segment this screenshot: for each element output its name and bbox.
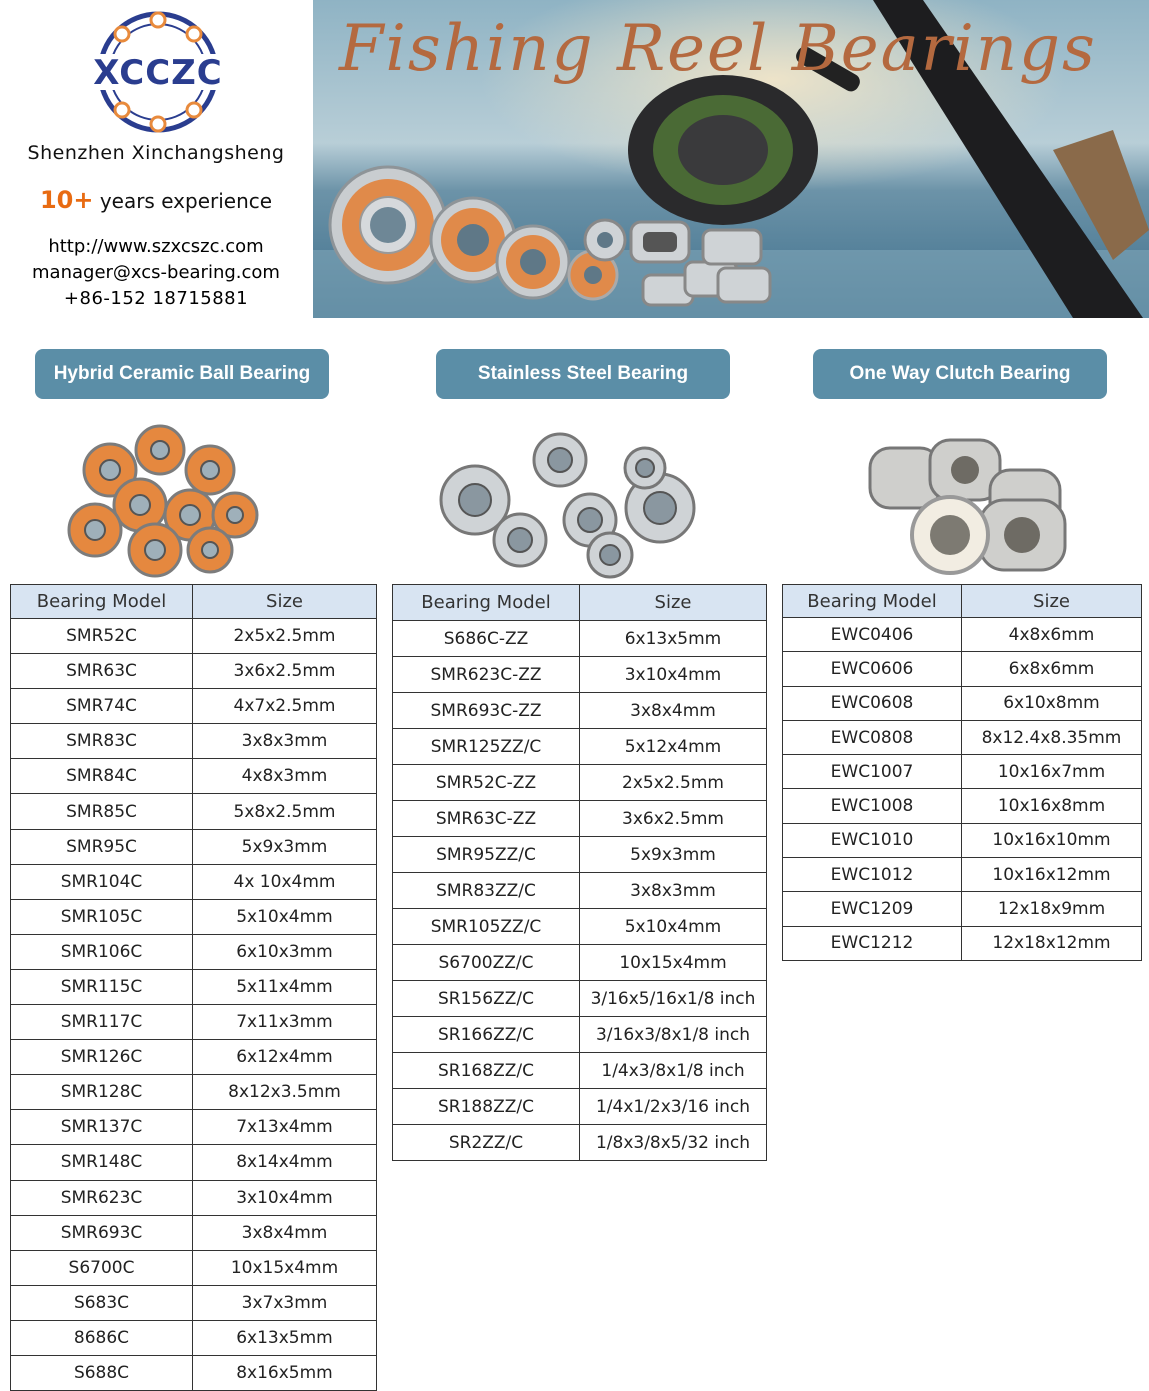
bearing-size-cell: 10x16x12mm [962,858,1142,892]
bearing-model-cell: EWC1008 [783,789,962,823]
table-row [11,1145,377,1180]
table-row [393,945,767,981]
bearing-size-cell: 1/4x1/2x3/16 inch [580,1089,767,1125]
bearing-model-cell: SMR623C-ZZ [393,657,580,693]
bearing-model-cell: SMR693C [11,1215,193,1250]
bearing-model-cell: SMR106C [11,934,193,969]
model-column-header: Bearing Model [11,585,193,619]
bearing-model-cell: EWC1209 [783,892,962,926]
bearing-size-cell: 5x9x3mm [580,837,767,873]
bearing-model-cell: SMR52C [11,619,193,654]
bearing-model-cell: SMR137C [11,1110,193,1145]
bearing-model-cell: SMR83ZZ/C [393,873,580,909]
bearing-size-cell: 6x12x4mm [193,1040,377,1075]
bearing-size-cell: 3x8x4mm [580,693,767,729]
bearing-size-cell: 2x5x2.5mm [580,765,767,801]
table-row [783,755,1142,789]
bearing-model-cell: SMR104C [11,864,193,899]
bearing-model-cell: SMR95C [11,829,193,864]
table-row [11,689,377,724]
bearing-size-cell: 3x8x3mm [580,873,767,909]
bearing-size-cell: 10x15x4mm [193,1250,377,1285]
table-row [393,1089,767,1125]
bearing-size-cell: 8x12.4x8.35mm [962,720,1142,754]
bearing-model-cell: SMR105C [11,899,193,934]
website-link[interactable]: http://www.szxcszc.com [48,236,264,257]
table-row [11,794,377,829]
model-column-header: Bearing Model [393,585,580,621]
bearing-size-cell: 3x8x3mm [193,724,377,759]
bearing-size-cell: 10x16x7mm [962,755,1142,789]
table-row [393,909,767,945]
header [0,0,1149,318]
table-row [11,1075,377,1110]
one-way-clutch-bearing-button[interactable]: One Way Clutch Bearing [813,349,1107,399]
bearing-model-cell: EWC0406 [783,618,962,652]
bearing-size-cell: 8x16x5mm [193,1355,377,1390]
bearing-model-cell: EWC1212 [783,926,962,960]
bearing-model-cell: EWC1007 [783,755,962,789]
table-row [11,1180,377,1215]
table-row [783,789,1142,823]
bearing-model-cell: EWC1010 [783,823,962,857]
bearing-model-cell: SMR84C [11,759,193,794]
table-header-row [783,585,1142,618]
bearing-size-cell: 4x7x2.5mm [193,689,377,724]
bearing-size-cell: 3/16x5/16x1/8 inch [580,981,767,1017]
stainless-steel-bearing-button[interactable]: Stainless Steel Bearing [436,349,730,399]
bearing-size-cell: 6x8x6mm [962,652,1142,686]
one-way-clutch-spec-table [782,584,1142,961]
bearing-size-cell: 12x18x9mm [962,892,1142,926]
table-row [11,899,377,934]
bearing-model-cell: SR156ZZ/C [393,981,580,1017]
bearing-size-cell: 5x12x4mm [580,729,767,765]
bearing-model-cell: SMR128C [11,1075,193,1110]
bearing-model-cell: EWC0606 [783,652,962,686]
table-header-row [11,585,377,619]
bearing-model-cell: S6700ZZ/C [393,945,580,981]
table-row [11,619,377,654]
bearing-model-cell: SMR105ZZ/C [393,909,580,945]
bearing-size-cell: 7x13x4mm [193,1110,377,1145]
bearing-size-cell: 10x15x4mm [580,945,767,981]
bearing-size-cell: 2x5x2.5mm [193,619,377,654]
bearing-size-cell: 3x6x2.5mm [193,654,377,689]
table-row [11,969,377,1004]
bearing-size-cell: 6x10x3mm [193,934,377,969]
table-row [11,1005,377,1040]
table-row [393,837,767,873]
size-column-header: Size [193,585,377,619]
table-row [11,1320,377,1355]
table-row [393,801,767,837]
bearing-model-cell: SMR148C [11,1145,193,1180]
bearing-model-cell: SMR95ZZ/C [393,837,580,873]
phone-number: +86-152 18715881 [63,288,249,309]
table-row [783,686,1142,720]
hybrid-ceramic-spec-table [10,584,377,1391]
one-way-clutch-bearings-image [860,430,1080,580]
bearing-model-cell: S683C [11,1285,193,1320]
brand-panel [0,0,312,318]
bearing-size-cell: 5x8x2.5mm [193,794,377,829]
bearing-model-cell: EWC0808 [783,720,962,754]
bearing-model-cell: SMR115C [11,969,193,1004]
bearing-size-cell: 4x 10x4mm [193,864,377,899]
bearing-size-cell: 3x8x4mm [193,1215,377,1250]
bearing-model-cell: SMR74C [11,689,193,724]
bearing-size-cell: 10x16x10mm [962,823,1142,857]
table-row [393,1017,767,1053]
bearing-size-cell: 3x6x2.5mm [580,801,767,837]
hybrid-ceramic-bearings-image [60,420,260,580]
bearing-model-cell: SMR693C-ZZ [393,693,580,729]
bearing-model-cell: SMR623C [11,1180,193,1215]
table-row [783,652,1142,686]
bearing-model-cell: SMR126C [11,1040,193,1075]
table-row [393,1125,767,1161]
bearing-model-cell: SMR52C-ZZ [393,765,580,801]
experience-number: 10+ [39,186,94,214]
bearing-size-cell: 3x10x4mm [580,657,767,693]
table-row [783,823,1142,857]
bearing-model-cell: SR188ZZ/C [393,1089,580,1125]
bearing-size-cell: 5x11x4mm [193,969,377,1004]
banner-title: Fishing Reel Bearings [339,12,1097,86]
bearing-size-cell: 8x14x4mm [193,1145,377,1180]
table-row [11,759,377,794]
bearing-size-cell: 4x8x6mm [962,618,1142,652]
table-row [11,1215,377,1250]
bearing-model-cell: SMR83C [11,724,193,759]
bearing-size-cell: 12x18x12mm [962,926,1142,960]
table-row [393,981,767,1017]
table-row [11,1110,377,1145]
bearing-model-cell: SMR63C [11,654,193,689]
bearing-size-cell: 5x10x4mm [580,909,767,945]
table-row [11,1285,377,1320]
table-row [11,934,377,969]
table-row [393,657,767,693]
bearing-model-cell: SMR63C-ZZ [393,801,580,837]
experience-text: years experience [99,189,273,213]
table-row [393,765,767,801]
table-row [11,1040,377,1075]
email-link[interactable]: manager@xcs-bearing.com [32,262,280,283]
table-row [11,829,377,864]
bearing-size-cell: 4x8x3mm [193,759,377,794]
bearing-size-cell: 5x10x4mm [193,899,377,934]
bearing-size-cell: 3x10x4mm [193,1180,377,1215]
bearing-model-cell: SR168ZZ/C [393,1053,580,1089]
table-row [783,618,1142,652]
bearing-size-cell: 10x16x8mm [962,789,1142,823]
bearing-model-cell: S6700C [11,1250,193,1285]
table-row [783,926,1142,960]
size-column-header: Size [580,585,767,621]
table-row [11,864,377,899]
bearing-model-cell: SMR85C [11,794,193,829]
table-header-row [393,585,767,621]
bearing-size-cell: 5x9x3mm [193,829,377,864]
table-row [393,693,767,729]
table-row [11,654,377,689]
bearing-model-cell: S686C-ZZ [393,621,580,657]
table-row [11,1250,377,1285]
bearing-size-cell: 7x11x3mm [193,1005,377,1040]
bearing-model-cell: 8686C [11,1320,193,1355]
table-row [393,1053,767,1089]
bearing-model-cell: SMR125ZZ/C [393,729,580,765]
bearing-size-cell: 6x10x8mm [962,686,1142,720]
size-column-header: Size [962,585,1142,618]
bearing-model-cell: SR2ZZ/C [393,1125,580,1161]
banner [313,0,1149,318]
bearing-model-cell: EWC1012 [783,858,962,892]
table-row [783,720,1142,754]
bearing-model-cell: SMR117C [11,1005,193,1040]
table-row [393,729,767,765]
bearing-size-cell: 3/16x3/8x1/8 inch [580,1017,767,1053]
table-row [393,621,767,657]
bearing-size-cell: 3x7x3mm [193,1285,377,1320]
company-name: Shenzhen Xinchangsheng [27,142,285,164]
table-row [11,724,377,759]
company-logo-icon [78,10,238,135]
logo-text: XCCZC [93,53,223,93]
hybrid-ceramic-ball-bearing-button[interactable]: Hybrid Ceramic Ball Bearing [35,349,329,399]
bearing-size-cell: 1/4x3/8x1/8 inch [580,1053,767,1089]
stainless-steel-bearings-image [430,430,730,580]
table-row [783,892,1142,926]
model-column-header: Bearing Model [783,585,962,618]
table-row [11,1355,377,1390]
bearing-size-cell: 6x13x5mm [580,621,767,657]
bearing-size-cell: 1/8x3/8x5/32 inch [580,1125,767,1161]
experience-line [0,186,312,214]
bearing-model-cell: SR166ZZ/C [393,1017,580,1053]
stainless-steel-spec-table [392,584,767,1161]
bearing-model-cell: S688C [11,1355,193,1390]
bearing-model-cell: EWC0608 [783,686,962,720]
bearing-size-cell: 8x12x3.5mm [193,1075,377,1110]
table-row [783,858,1142,892]
bearing-size-cell: 6x13x5mm [193,1320,377,1355]
table-row [393,873,767,909]
